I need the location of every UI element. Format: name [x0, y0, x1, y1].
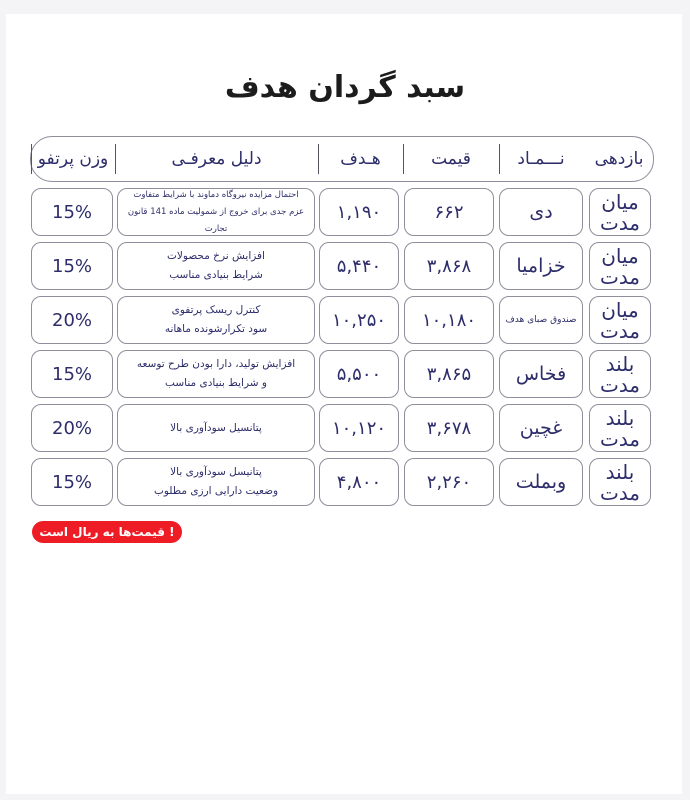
- price-cell: ۳,۸۶۵: [404, 350, 494, 398]
- horizon-line1: میان: [601, 189, 639, 214]
- reason-cell: [117, 458, 315, 506]
- weight-cell: 15%: [31, 350, 113, 398]
- price-cell: ۱۰,۱۸۰: [404, 296, 494, 344]
- table-row: [0, 458, 690, 506]
- reason-line1: پتانسیل سودآوری بالا: [170, 421, 262, 434]
- reason-line2: عزم جدی برای خروج از شمولیت ماده 141 قانون تجارت: [127, 206, 305, 234]
- price-cell: ۲,۲۶۰: [404, 458, 494, 506]
- reason-cell: [117, 188, 315, 236]
- price-cell: ۶۶۲: [404, 188, 494, 236]
- reason-line2: شرایط بنیادی مناسب: [169, 269, 263, 281]
- horizon-cell: [589, 296, 651, 344]
- symbol-cell: صندوق صبای هدف: [499, 296, 583, 344]
- horizon-cell: [589, 242, 651, 290]
- table-row: [0, 296, 690, 344]
- table-header: [30, 136, 654, 182]
- weight-cell: 15%: [31, 458, 113, 506]
- header-price: قیمت: [403, 137, 499, 181]
- header-target: هـدف: [318, 137, 403, 181]
- reason-line2: سود تکرارشونده ماهانه: [164, 323, 268, 335]
- reason-cell: [117, 404, 315, 452]
- horizon-line1: میان: [601, 297, 639, 322]
- target-cell: ۱۰,۱۲۰: [319, 404, 399, 452]
- horizon-line1: میان: [601, 243, 639, 268]
- horizon-line1: بلند: [605, 459, 635, 484]
- weight-cell: 20%: [31, 404, 113, 452]
- header-reason: دلیل معرفـی: [115, 137, 318, 181]
- weight-cell: 20%: [31, 296, 113, 344]
- target-cell: ۱,۱۹۰: [319, 188, 399, 236]
- reason-cell: [117, 242, 315, 290]
- table-row: [0, 404, 690, 452]
- symbol-cell: خزامیا: [499, 242, 583, 290]
- reason-line2: وضعیت دارایی ارزی مطلوب: [153, 485, 279, 497]
- target-cell: ۵,۴۴۰: [319, 242, 399, 290]
- reason-line1: افزایش نرخ محصولات: [167, 250, 265, 262]
- horizon-line2: مدت: [599, 372, 641, 397]
- symbol-cell: وبملت: [499, 458, 583, 506]
- horizon-cell: [589, 188, 651, 236]
- horizon-line1: بلند: [605, 405, 635, 430]
- horizon-cell: [589, 350, 651, 398]
- horizon-line2: مدت: [599, 264, 641, 289]
- symbol-cell: فخاس: [499, 350, 583, 398]
- target-cell: ۱۰,۲۵۰: [319, 296, 399, 344]
- symbol-cell: غچین: [499, 404, 583, 452]
- target-cell: ۵,۵۰۰: [319, 350, 399, 398]
- table-row: [0, 350, 690, 398]
- horizon-line2: مدت: [599, 426, 641, 451]
- horizon-line1: بلند: [605, 351, 635, 376]
- weight-cell: 15%: [31, 188, 113, 236]
- horizon-line2: مدت: [599, 480, 641, 505]
- horizon-cell: [589, 458, 651, 506]
- reason-line1: کنترل ریسک پرتفوی: [171, 304, 261, 316]
- header-horizon: بازدهی: [594, 149, 644, 169]
- reason-cell: [117, 350, 315, 398]
- reason-cell: [117, 296, 315, 344]
- reason-line2: و شرایط بنیادی مناسب: [165, 377, 267, 389]
- weight-cell: 15%: [31, 242, 113, 290]
- horizon-line2: مدت: [599, 318, 641, 343]
- symbol-cell: دی: [499, 188, 583, 236]
- header-symbol: نـــمـاد: [499, 137, 583, 181]
- table-row: [0, 242, 690, 290]
- reason-line1: پتانیسل سودآوری بالا: [170, 466, 262, 478]
- price-cell: ۳,۸۶۸: [404, 242, 494, 290]
- header-weight: وزن پرتفو: [31, 137, 115, 181]
- target-cell: ۴,۸۰۰: [319, 458, 399, 506]
- horizon-line2: مدت: [599, 210, 641, 235]
- reason-line1: احتمال مزایده نیروگاه دماوند با شرایط متفاوت: [133, 189, 299, 200]
- table-row: [0, 188, 690, 236]
- price-cell: ۳,۶۷۸: [404, 404, 494, 452]
- currency-note-badge: ! قیمت‌ها به ریال است: [32, 521, 182, 543]
- reason-line1: افزایش تولید، دارا بودن طرح توسعه: [136, 358, 296, 370]
- page-title: سبد گردان هدف: [224, 70, 466, 105]
- horizon-cell: [589, 404, 651, 452]
